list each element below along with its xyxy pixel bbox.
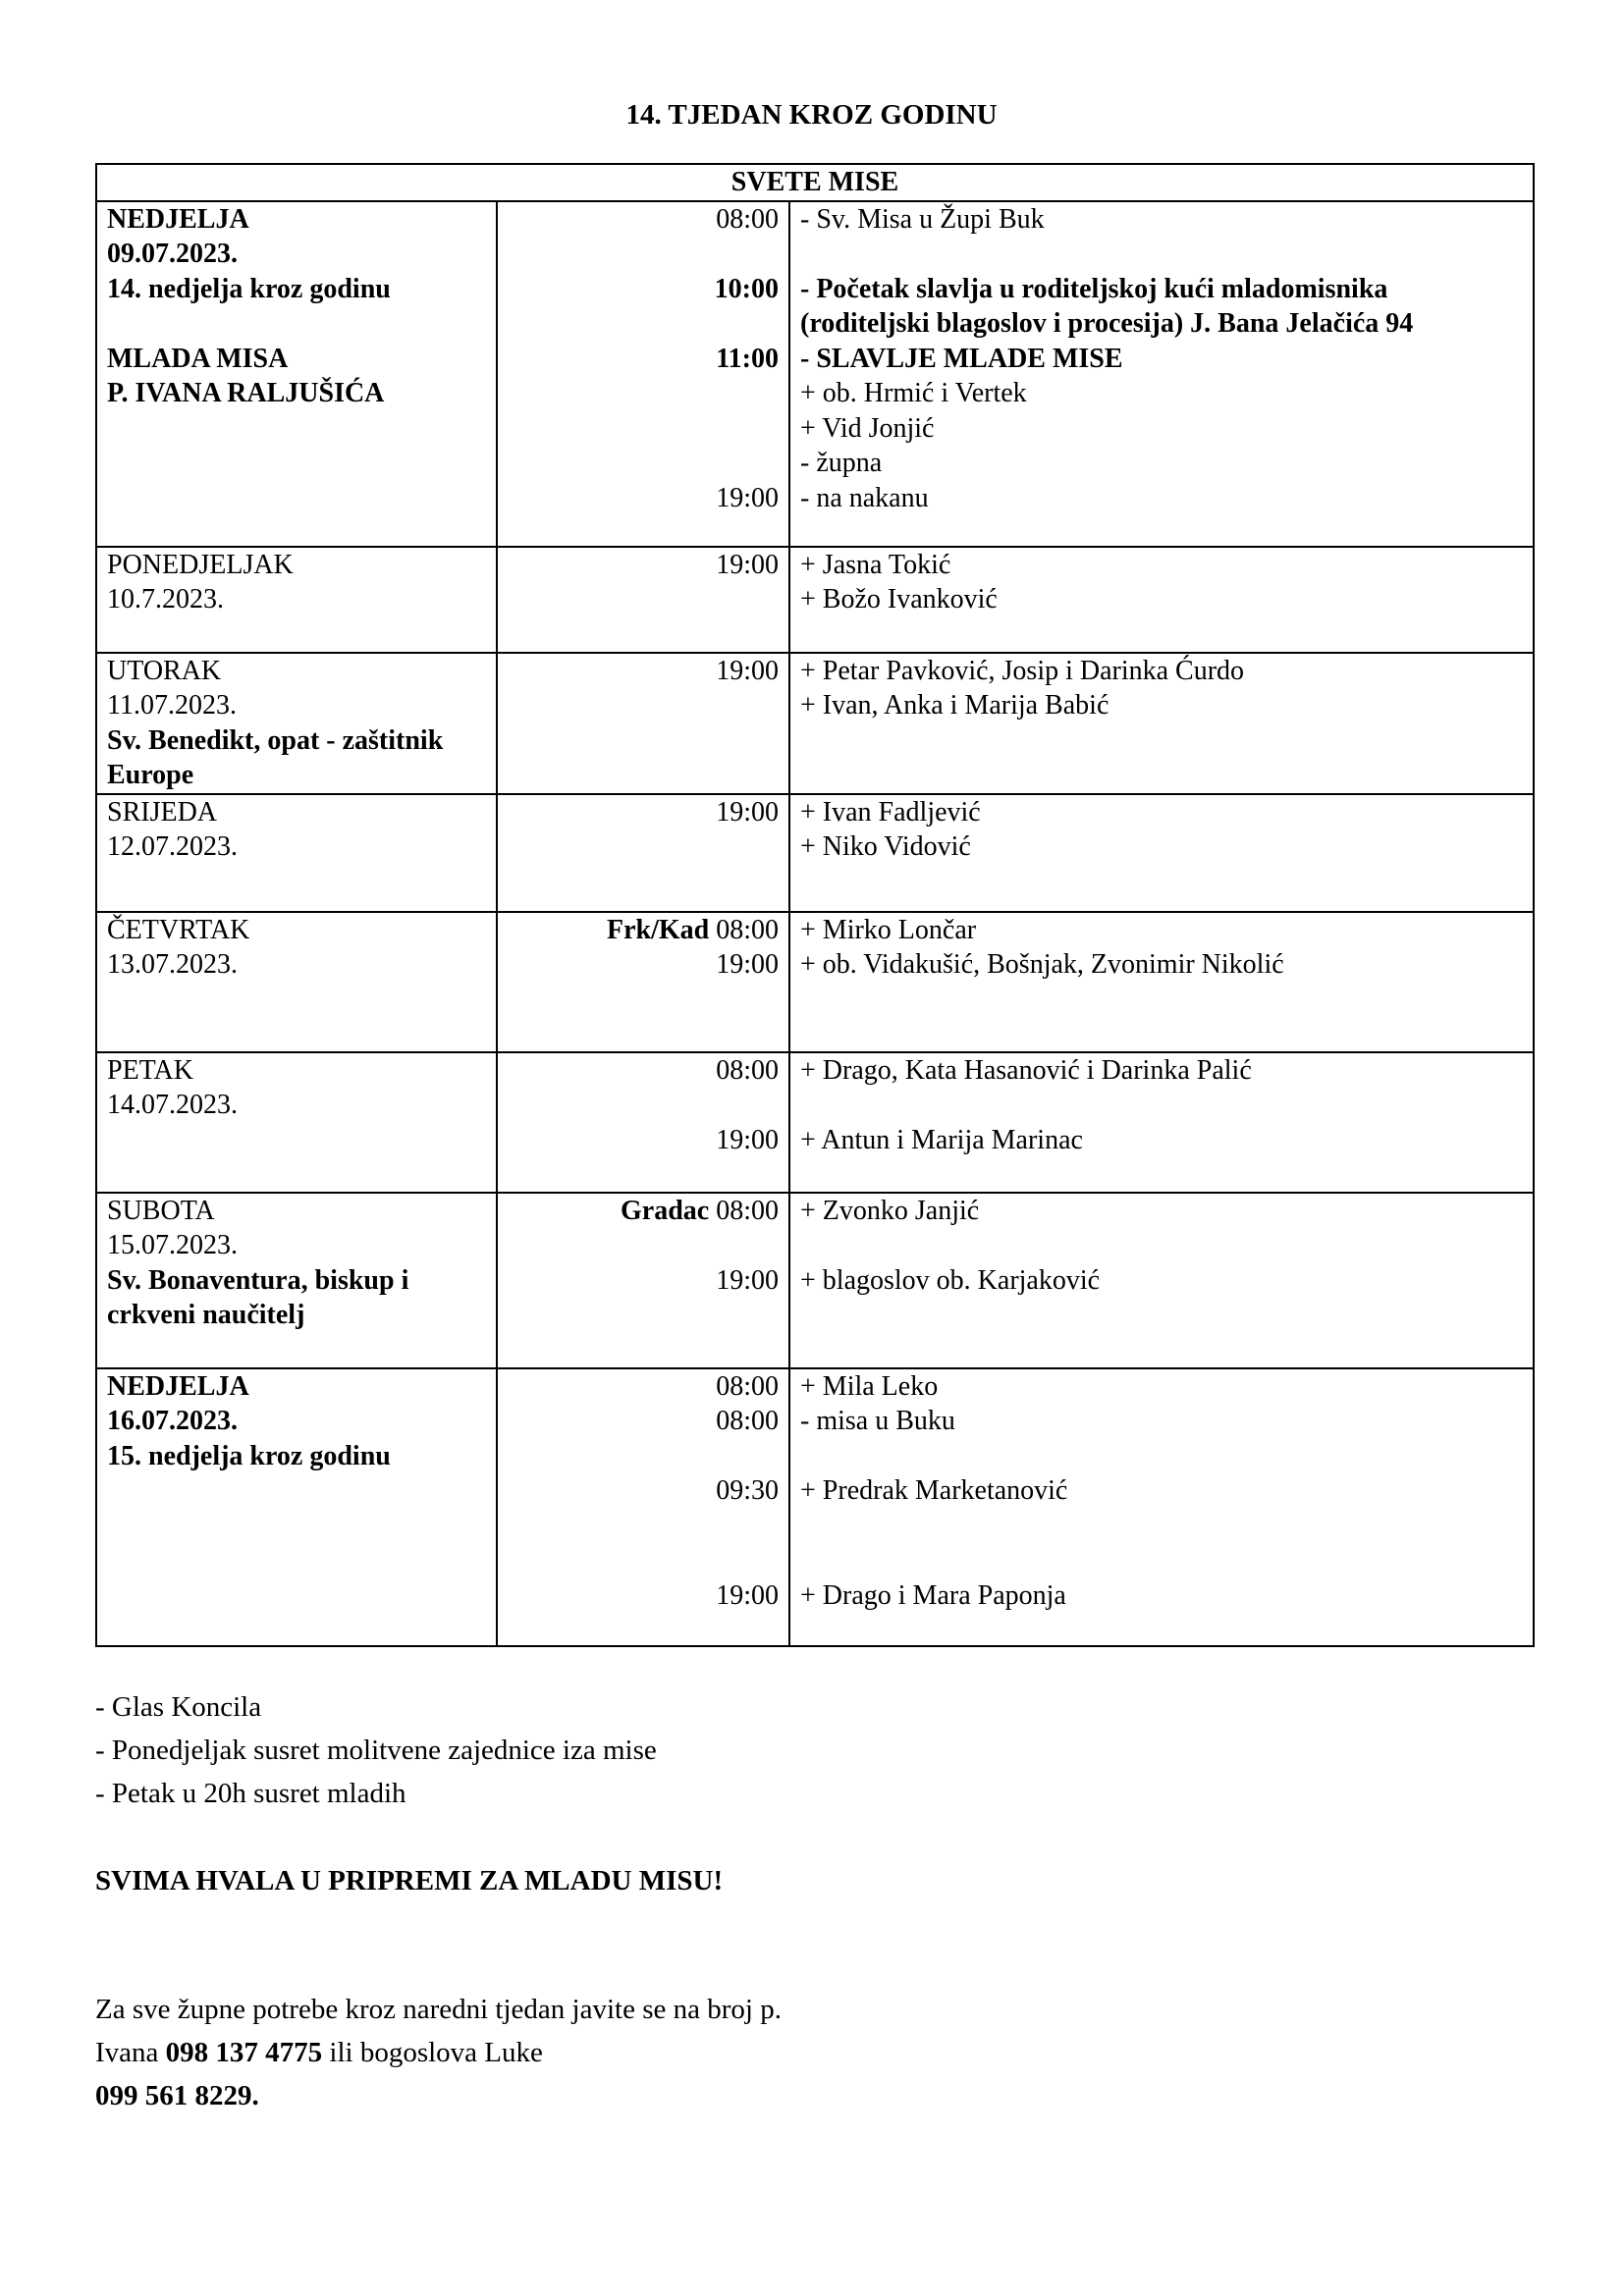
time-line: 10:00 [714, 273, 779, 304]
intention-line: + Zvonko Janjić [800, 1195, 980, 1226]
intention-line: - Početak slavlja u roditeljskoj kući mladomisnika [800, 273, 1388, 304]
time-line [508, 1194, 779, 1229]
day-line: NEDJELJA [107, 1370, 249, 1402]
intention-line: + Antun i Marija Marinac [800, 1124, 1083, 1155]
schedule-row [96, 912, 1534, 1052]
intention-line [800, 1228, 1523, 1263]
announcement-item: - Petak u 20h susret mladih [95, 1778, 406, 1809]
contact-paragraph [95, 1988, 802, 2117]
contact-text: Za sve župne potrebe kroz naredni tjedan javite se na broj p. Ivana [95, 1994, 782, 2068]
day-cell [96, 547, 497, 653]
time-line: 19:00 [716, 796, 779, 828]
day-cell [96, 794, 497, 912]
day-line: SRIJEDA [107, 796, 218, 828]
schedule-body [96, 164, 1534, 1646]
day-cell [96, 912, 497, 1052]
day-cell [96, 1052, 497, 1193]
day-line: 16.07.2023. [107, 1406, 238, 1436]
page-title: 14. TJEDAN KROZ GODINU [625, 99, 998, 131]
intention-line [800, 1088, 1523, 1123]
time-line [508, 1439, 779, 1474]
day-line: crkveni naučitelj [107, 1300, 305, 1330]
time-line [508, 376, 779, 411]
intention-cell [789, 653, 1534, 794]
time-line: 19:00 [716, 949, 779, 980]
day-line: Europe [107, 760, 194, 790]
intention-line: + Božo Ivanković [800, 584, 998, 614]
intention-line: - Sv. Misa u Župi Buk [800, 203, 1045, 235]
phone-number: 098 137 4775 [165, 2037, 323, 2068]
day-line: 10.7.2023. [107, 584, 224, 614]
day-line: PONEDJELJAK [107, 549, 294, 580]
day-cell [96, 1368, 497, 1646]
mass-location: Gradac [621, 1195, 710, 1226]
time-line [508, 237, 779, 272]
schedule-row [96, 201, 1534, 547]
intention-line: + Ivan, Anka i Marija Babić [800, 690, 1109, 721]
intention-line: + Mirko Lončar [800, 914, 977, 945]
time-cell [497, 201, 789, 547]
schedule-row [96, 1368, 1534, 1646]
time-line: 19:00 [716, 549, 779, 580]
day-line: 12.07.2023. [107, 831, 238, 862]
intention-line [800, 1439, 1523, 1474]
time-cell [497, 653, 789, 794]
intention-line: - na nakanu [800, 482, 929, 513]
intention-line: - misa u Buku [800, 1406, 955, 1436]
time-line [508, 306, 779, 342]
day-line: 11.07.2023. [107, 690, 237, 721]
intention-cell [789, 794, 1534, 912]
day-line: 15. nedjelja kroz godinu [107, 1440, 391, 1471]
mass-location: Frk/Kad [606, 914, 710, 945]
intention-line: - župna [800, 448, 883, 478]
day-line: Sv. Benedikt, opat - zaštitnik [107, 724, 444, 756]
schedule-row [96, 653, 1534, 794]
time-cell [497, 1368, 789, 1646]
time-line [508, 1088, 779, 1123]
schedule-row [96, 547, 1534, 653]
announcements [95, 1685, 881, 1815]
contact-text: ili bogoslova Luke [322, 2037, 543, 2068]
time-line: 19:00 [716, 1579, 779, 1611]
day-line: 15.07.2023. [107, 1230, 238, 1260]
mass-schedule-table [95, 163, 1535, 1647]
table-header: SVETE MISE [96, 164, 1534, 201]
day-line: Sv. Bonaventura, biskup i [107, 1264, 409, 1296]
time-line [508, 1509, 779, 1544]
day-line: MLADA MISA [107, 343, 289, 374]
intention-line [800, 237, 1523, 272]
time-cell [497, 547, 789, 653]
day-line: NEDJELJA [107, 203, 249, 235]
intention-line: + Niko Vidović [800, 831, 971, 862]
intention-line: + ob. Vidakušić, Bošnjak, Zvonimir Nikolić [800, 949, 1284, 980]
time-cell [497, 1052, 789, 1193]
time-line: 11:00 [716, 343, 779, 374]
announcement-item: - Glas Koncila [95, 1691, 262, 1723]
day-line: SUBOTA [107, 1195, 215, 1226]
time-line [508, 411, 779, 447]
time-cell [497, 1193, 789, 1368]
intention-line [800, 1543, 1523, 1578]
time-line [508, 446, 779, 481]
intention-line: + Ivan Fadljević [800, 796, 981, 828]
announcement-item: - Ponedjeljak susret molitvene zajednice iza mise [95, 1735, 657, 1766]
day-cell [96, 653, 497, 794]
time-line: 08:00 [716, 1370, 779, 1402]
day-line: P. IVANA RALJUŠIĆA [107, 378, 385, 408]
intention-cell [789, 547, 1534, 653]
intention-line [800, 1509, 1523, 1544]
day-cell [96, 1193, 497, 1368]
day-line: 14.07.2023. [107, 1090, 238, 1120]
mass-time: 08:00 [716, 1195, 779, 1226]
time-cell [497, 794, 789, 912]
mass-time: 08:00 [716, 914, 779, 945]
intention-cell [789, 1368, 1534, 1646]
closing-message: SVIMA HVALA U PRIPREMI ZA MLADU MISU! [95, 1865, 724, 1896]
time-line: 19:00 [716, 1124, 779, 1155]
phone-number: 099 561 8229. [95, 2080, 259, 2111]
schedule-row [96, 1193, 1534, 1368]
intention-line: + Drago i Mara Paponja [800, 1579, 1066, 1611]
intention-cell [789, 1193, 1534, 1368]
intention-cell [789, 201, 1534, 547]
day-cell [96, 201, 497, 547]
day-line: ČETVRTAK [107, 914, 250, 945]
intention-line: + Predrak Marketanović [800, 1475, 1068, 1506]
time-line: 19:00 [716, 655, 779, 686]
intention-line: + blagoslov ob. Karjaković [800, 1264, 1101, 1296]
day-line [107, 306, 486, 342]
intention-line: + Drago, Kata Hasanović i Darinka Palić [800, 1054, 1252, 1086]
schedule-row [96, 1052, 1534, 1193]
time-line: 19:00 [716, 482, 779, 513]
intention-line: + Jasna Tokić [800, 549, 951, 580]
day-line: UTORAK [107, 655, 222, 686]
time-line: 08:00 [716, 1406, 779, 1436]
day-line: 13.07.2023. [107, 949, 238, 980]
table-header-row [96, 164, 1534, 201]
time-cell [497, 912, 789, 1052]
day-line: 09.07.2023. [107, 239, 238, 269]
day-line: PETAK [107, 1054, 193, 1086]
intention-line: + ob. Hrmić i Vertek [800, 378, 1027, 408]
time-line [508, 1228, 779, 1263]
intention-line: + Mila Leko [800, 1370, 939, 1402]
day-line: 14. nedjelja kroz godinu [107, 273, 391, 304]
schedule-row [96, 794, 1534, 912]
intention-line: - SLAVLJE MLADE MISE [800, 343, 1123, 374]
intention-line: + Petar Pavković, Josip i Darinka Ćurdo [800, 655, 1245, 686]
time-line [508, 913, 779, 948]
intention-line: + Vid Jonjić [800, 412, 935, 444]
intention-line: (roditeljski blagoslov i procesija) J. Bana Jelačića 94 [800, 308, 1414, 339]
time-line: 08:00 [716, 203, 779, 235]
time-line: 08:00 [716, 1054, 779, 1086]
time-line [508, 1543, 779, 1578]
time-line: 19:00 [716, 1264, 779, 1296]
intention-cell [789, 1052, 1534, 1193]
time-line: 09:30 [716, 1475, 779, 1506]
intention-cell [789, 912, 1534, 1052]
